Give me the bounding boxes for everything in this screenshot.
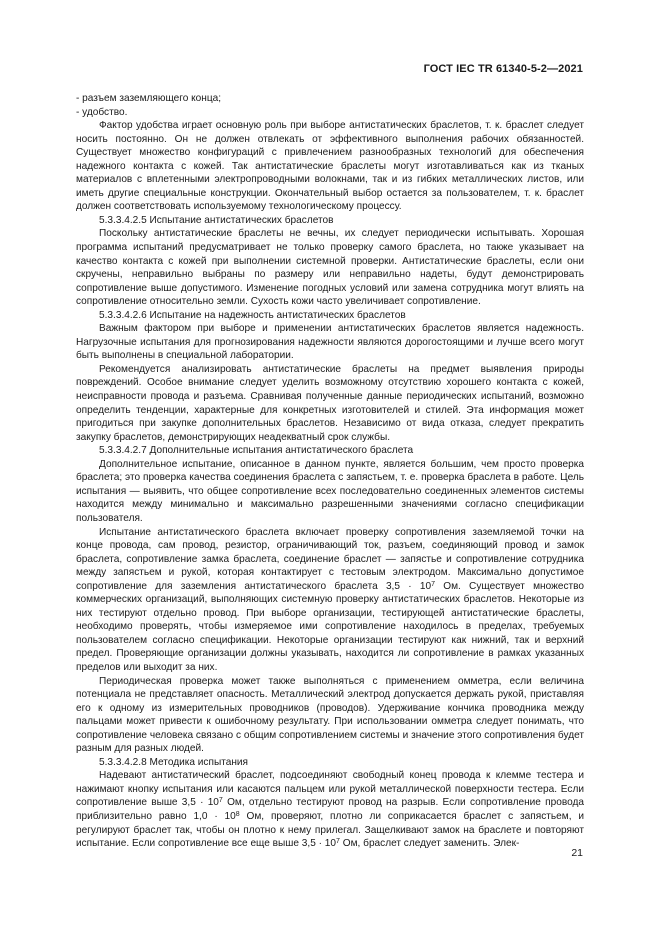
section-heading: 5.3.3.4.2.7 Дополнительные испытания антистатического браслета	[99, 445, 414, 457]
text-run: Надевают антистатический браслет, подсоединяют свободный конец провода к клемме тестера и нажимают кнопку испытания или касаются пальцем или рукой металлической поверхности тестера. Если сопротивление выше 3,5 · 10	[76, 770, 584, 809]
section-heading: 5.3.3.4.2.8 Методика испытания	[99, 756, 249, 768]
section-heading: 5.3.3.4.2.6 Испытание на надежность антистатических браслетов	[99, 309, 406, 321]
paragraph: Дополнительное испытание, описанное в данном пункте, является большим, чем просто проверка браслета; это проверка качества соединения браслета с запястьем, т. е. проверка браслета в работе. Цель испытания — выявить, что общее сопротивление всех последовательно соединенных элементов системы находится между минимально и максимально разрешенными значениями согласно спецификации пользователя.	[76, 458, 584, 524]
paragraph: Важным фактором при выборе и применении антистатических браслетов является надежность. Нагрузочные испытания для прогнозирования надежности являются дорогостоящими и лучше всего могут быть выполнены в специальной лаборатории.	[76, 323, 584, 362]
text-run: Ом, отдельно тестируют провод на разрыв. Если сопротивление провода приблизительно равно 1,0 · 10	[76, 797, 584, 822]
text-run: Ом, браслет следует заменить. Элек-	[339, 838, 520, 850]
paragraph	[76, 526, 584, 675]
list-item: - удобство.	[76, 106, 128, 118]
body-text	[76, 92, 584, 851]
text-run: Ом, проверяют, плотно ли соприкасается браслет с запястьем, и регулируют браслет так, чтобы он плотно к нему прилегал. Защелкивают замок на браслете и повторяют испытание. Если сопротивление все еще выше 3,5 · 10	[76, 810, 584, 850]
paragraph: Периодическая проверка может также выполняться с применением омметра, если величина потенциала не представляет опасность. Металлический электрод допускается держать рукой, приставляя его к одному из измерительных проводников (проводов). Удерживание кончика проводника между пальцами может привести к ошибочному результату. При использовании омметра следует понимать, что сопротивление человека связано с общим сопротивлением системы и значение этого сопротивления будет разным для разных людей.	[76, 675, 584, 755]
list-item: - разъем заземляющего конца;	[76, 93, 222, 104]
paragraph: Рекомендуется анализировать антистатические браслеты на предмет выявления природы повреждений. Особое внимание следует уделить возможному отсутствию хорошего контакта с кожей, неисправности провода и разъема. Сравнивая полученные данные периодических испытаний, возможно определить тенденции, характерные для конкретных изготовителей и стилей. Эта информация может пригодиться при закупке дополнительных браслетов. Независимо от вида отказа, следует прекратить закупку браслетов, демонстрирующих неадекватный срок службы.	[76, 363, 584, 443]
text-run: Ом. Существует множество коммерческих организаций, выполняющих системную проверку антистатических браслетов. Некоторые из них тестируют отдельно провод. При выборе организации, тестирующей антистатические браслеты, необходимо проверять, чтобы измеряемое ими сопротивление находилось в пределах, требуемых пользователем согласно спецификации. Некоторые организации тестируют как нижний, так и верхний предел. Проверяющие организации должны указывать, находится ли сопротивление в рамках указанных пределов или выходит за них.	[76, 580, 584, 673]
paragraph	[76, 769, 584, 850]
exponent: 8	[235, 810, 240, 818]
page-number: 21	[571, 847, 583, 859]
text-run: Испытание антистатического браслета включает проверку сопротивления заземляемой точки на конце провода, сам провод, резистор, ограничивающий ток, разъем, соединяющий провод и замок браслета, сопротивление замка браслета, соединение браслет — запястье и сопротивление сотрудника между запястьем и рукой, которая контактирует с тестовым электродом. Максимально допустимое сопротивление для заземления антистатического браслета 3,5 · 10	[76, 526, 584, 592]
paragraph: Фактор удобства играет основную роль при выборе антистатических браслетов, т. к. браслет следует носить постоянно. Он не должен отвлекать от эффективного выполнения рабочих обязанностей. Существует множество конфигураций с привлечением разнообразных технологий для обеспечения надежного контакта с кожей. Так антистатические браслеты могут изготавливаться как из тканых материалов с вплетенными электропроводными волокнами, так и из гибких металлических листов, или иметь другие специальные конструкции. Окончательный выбор остается за пользователем, т. к. браслет должен соответствовать используемому технологическому процессу.	[76, 120, 584, 213]
exponent: 7	[218, 797, 223, 805]
exponent: 7	[336, 838, 340, 846]
standard-code-header: ГОСТ IEC TR 61340-5-2—2021	[423, 63, 583, 75]
section-heading: 5.3.3.4.2.5 Испытание антистатических браслетов	[99, 214, 334, 226]
paragraph: Поскольку антистатические браслеты не вечны, их следует периодически испытывать. Хорошая программа испытаний предусматривает не только проверку самого браслета, но также указывает на качество контакта с кожей при выполнении системной проверки. Антистатические браслеты, если они скручены, неправильно выбраны по размеру или неправильно надеты, будут демонстрировать сопротивление выше допустимого. Изменение погодных условий или замена сотрудника могут влиять на сопротивление относительно земли. Сухость кожи часто увеличивает сопротивление.	[76, 228, 584, 308]
exponent: 7	[431, 580, 435, 588]
